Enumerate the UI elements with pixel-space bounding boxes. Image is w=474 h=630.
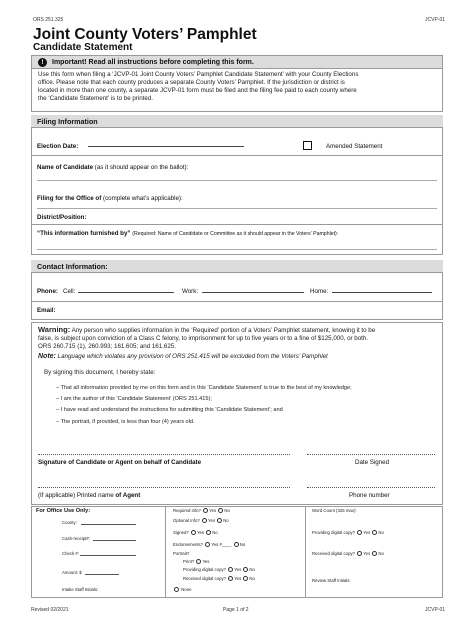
radio-yes[interactable]	[202, 518, 207, 523]
important-line-4: the ‘Candidate Statement’ is to be printed.	[38, 95, 153, 102]
warning-line-3: ORS 260.715 (1), 260.993; 161.605; and 161.625.	[38, 343, 176, 350]
radio-no[interactable]	[217, 518, 222, 523]
date-signed-line[interactable]	[307, 454, 435, 455]
divider	[31, 224, 443, 225]
divider	[31, 301, 443, 302]
radio-yes[interactable]	[191, 530, 196, 535]
work-label: Work:	[182, 288, 199, 295]
warning-line-2: false, is subject upon conviction of a Class C felony, to imprisonment for up to five years or to a fine of $125,000, or both.	[38, 335, 369, 342]
check-field[interactable]	[80, 555, 136, 556]
none-row: None	[173, 587, 191, 592]
office-label: Filing for the Office of (complete what’s applicable):	[37, 195, 183, 202]
furnished-by-field[interactable]	[37, 249, 437, 250]
divider	[31, 155, 443, 156]
amount-field[interactable]	[85, 574, 119, 575]
radio-no[interactable]	[218, 508, 223, 513]
home-phone-field[interactable]	[332, 292, 432, 293]
office-col-divider	[165, 506, 166, 598]
important-line-3: located in more than one county, a separate JCVP-01 form must be filed and the filing fee paid to each county where	[38, 87, 357, 94]
radio-no[interactable]	[206, 530, 211, 535]
optional-info-row: Optional Info? Yes No	[173, 518, 229, 523]
radio-yes[interactable]	[357, 530, 362, 535]
office-field[interactable]	[37, 208, 437, 209]
revised-date: Revised 02/2021	[31, 607, 69, 613]
statement-bullet: – The portrait, if provided, is less than four (4) years old.	[56, 419, 195, 425]
statute-reference: ORS 251.325	[33, 17, 64, 23]
required-info-row: Required info? Yes No	[173, 508, 230, 513]
intake-staff-label: Intake Staff Initials:	[62, 587, 99, 592]
election-date-field[interactable]	[88, 146, 244, 147]
county-field[interactable]	[81, 524, 136, 525]
candidate-name-label: Name of Candidate (as it should appear on the ballot):	[37, 164, 189, 171]
statement-bullet: – I am the author of this ‘Candidate Statement’ (ORS 251.415);	[56, 396, 212, 402]
radio-yes[interactable]	[228, 576, 233, 581]
portrait-label: Portrait?	[173, 551, 190, 556]
form-id-top: JCVP-01	[425, 17, 446, 23]
contact-info-header	[31, 260, 443, 273]
page-number: Page 1 of 2	[223, 607, 249, 613]
contact-info-title: Contact Information:	[37, 262, 108, 271]
providing-digital-row: Providing digital copy? Yes No	[183, 567, 255, 572]
statement-bullet: – That all information provided by me on this form and in this ‘Candidate Statement’ is true to the best of my knowledge;	[56, 385, 352, 391]
filing-info-title: Filing Information	[37, 117, 98, 126]
important-line-2: office. Please note that each county produces a separate County Voters’ Pamphlet. If the jurisdiction or district is	[38, 79, 345, 86]
word-count-label: Word Count (325 max):	[312, 508, 357, 513]
radio-yes[interactable]	[205, 542, 210, 547]
agent-phone-line[interactable]	[307, 487, 435, 488]
filing-info-header	[31, 115, 443, 128]
important-heading: Important! Read all instructions before completing this form.	[52, 59, 254, 66]
district-label: District/Position:	[37, 214, 87, 221]
radio-no[interactable]	[372, 551, 377, 556]
cash-receipt-label: Cash-receipt#:	[62, 536, 90, 541]
agent-name-label: (If applicable) Printed name of Agent	[38, 492, 141, 499]
important-line-1: Use this form when filing a ‘JCVP-01 Joint County Voters’ Pamphlet Candidate Statement’ with your County Elections	[38, 71, 359, 78]
cell-phone-field[interactable]	[78, 292, 174, 293]
email-label: Email:	[37, 307, 56, 314]
radio-yes[interactable]	[196, 559, 201, 564]
signed-row: Signed? Yes No	[173, 530, 218, 535]
work-phone-field[interactable]	[202, 292, 304, 293]
amount-label: Amount: $	[62, 570, 82, 575]
cell-label: Cell:	[63, 288, 76, 295]
office-use-title: For Office Use Only:	[36, 508, 91, 514]
radio-yes[interactable]	[228, 567, 233, 572]
county-label: County:	[62, 520, 77, 525]
check-label: Check #:	[62, 551, 79, 556]
signature-line[interactable]	[38, 454, 290, 455]
radio-yes[interactable]	[357, 551, 362, 556]
form-id-bottom: JCVP-01	[425, 607, 446, 613]
cash-receipt-field[interactable]	[93, 540, 136, 541]
warning-line-1: Warning: Any person who supplies information in the ‘Required’ portion of a Voters’ Pamphlet statement, knowing it to be	[38, 325, 376, 334]
election-date-label: Election Date:	[37, 143, 79, 150]
radio-no[interactable]	[243, 567, 248, 572]
radio-none[interactable]	[174, 587, 179, 592]
home-label: Home:	[310, 288, 329, 295]
candidate-name-field[interactable]	[37, 180, 437, 181]
phone-label: Phone:	[37, 288, 58, 295]
warning-icon: !	[38, 58, 47, 67]
providing-digital-row-2: Providing digital copy? Yes No	[312, 530, 384, 535]
agent-name-line[interactable]	[38, 487, 290, 488]
furnished-by-label: “This information furnished by” (Required: Name of Candidate or Committee as it should appear in the Voters’ Pamphlet):	[37, 230, 339, 237]
endorsements-row: Endorsements? Yes #____ No	[173, 542, 246, 547]
received-digital-row-2: Received digital copy? Yes No	[312, 551, 384, 556]
signature-label: Signature of Candidate or Agent on behalf of Candidate	[38, 459, 202, 466]
date-signed-label: Date Signed	[355, 459, 390, 466]
radio-yes[interactable]	[203, 508, 208, 513]
radio-no[interactable]	[234, 542, 239, 547]
note-line: Note: Language which violates any provision of ORS 251.415 will be excluded from the Voters’ Pamphlet	[38, 353, 328, 360]
amended-statement-label: Amended Statement	[326, 143, 383, 150]
received-digital-row: Received digital copy? Yes No	[183, 576, 255, 581]
office-col-divider	[305, 506, 306, 598]
radio-no[interactable]	[243, 576, 248, 581]
agent-phone-label: Phone number	[349, 492, 390, 499]
page-title: Joint County Voters’ Pamphlet	[33, 26, 257, 43]
statement-intro: By signing this document, I hereby state:	[44, 369, 156, 376]
amended-statement-checkbox[interactable]	[303, 141, 312, 150]
review-staff-label: Review Staff Initials:	[312, 578, 351, 583]
statement-bullet: – I have read and understand the instructions for submitting this ‘Candidate Statement’; and	[56, 407, 283, 413]
radio-no[interactable]	[372, 530, 377, 535]
page-subtitle: Candidate Statement	[33, 42, 133, 53]
print-row: Print? Yes	[183, 559, 210, 564]
